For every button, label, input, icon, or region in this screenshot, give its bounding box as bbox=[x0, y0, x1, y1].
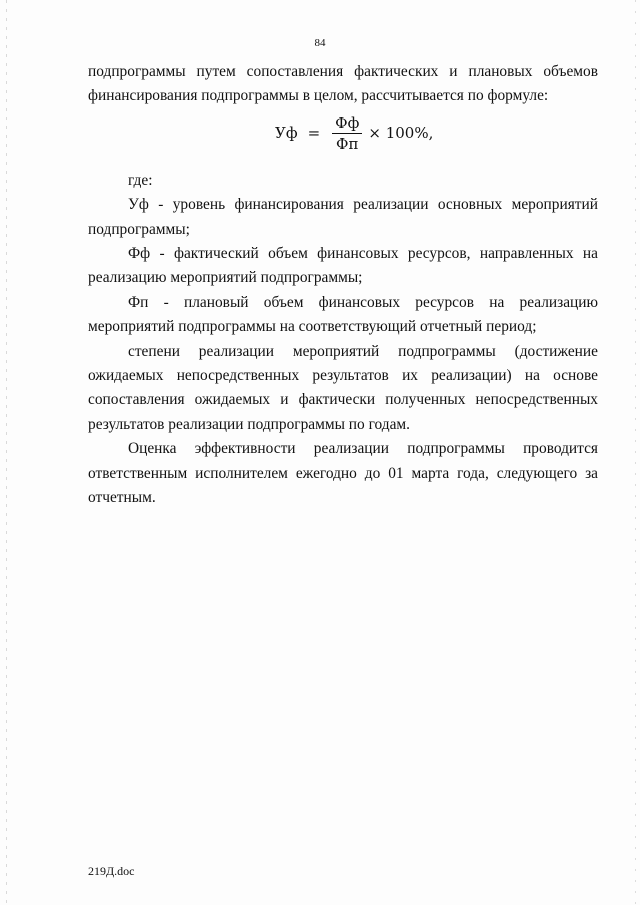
scan-edge-left bbox=[6, 0, 7, 905]
page-number: 84 bbox=[314, 37, 326, 49]
paragraph-degree: степени реализации мероприятий подпрограммы (достижение ожидаемых непосредственных результатов их реализации) на основе сопоставления ожидаемых и фактически полученных непосредственных результатов реализации подпрограммы по годам. bbox=[88, 342, 598, 433]
document-body bbox=[88, 60, 598, 511]
paragraph-intro: подпрограммы путем сопоставления фактических и плановых объемов финансирования подпрограммы в целом, рассчитывается по формуле: bbox=[88, 63, 598, 105]
formula bbox=[88, 109, 598, 169]
formula-numerator: Фф bbox=[335, 113, 360, 132]
formula-denominator: Фп bbox=[336, 134, 359, 153]
formula-expression bbox=[275, 113, 433, 154]
paragraph-ff-definition: Фф - фактический объем финансовых ресурсов, направленных на реализацию мероприятий подпрограммы; bbox=[88, 245, 598, 287]
formula-equals: = bbox=[307, 124, 321, 143]
footer-filename: 219Д.doc bbox=[88, 864, 135, 878]
formula-lhs: Уф bbox=[275, 124, 298, 143]
formula-multiplier: × 100%, bbox=[368, 124, 434, 143]
scan-edge-right bbox=[635, 0, 636, 905]
formula-fraction bbox=[332, 113, 362, 154]
paragraph-where: где: bbox=[128, 171, 153, 189]
paragraph-fp-definition: Фп - плановый объем финансовых ресурсов на реализацию мероприятий подпрограммы на соответствующий отчетный период; bbox=[88, 293, 598, 336]
paragraph-evaluation: Оценка эффективности реализации подпрограммы проводится ответственным исполнителем ежегодно до 01 марта года, следующего за отчетным. bbox=[88, 440, 598, 507]
paragraph-uf-definition: Уф - уровень финансирования реализации основных мероприятий подпрограммы; bbox=[88, 196, 598, 238]
